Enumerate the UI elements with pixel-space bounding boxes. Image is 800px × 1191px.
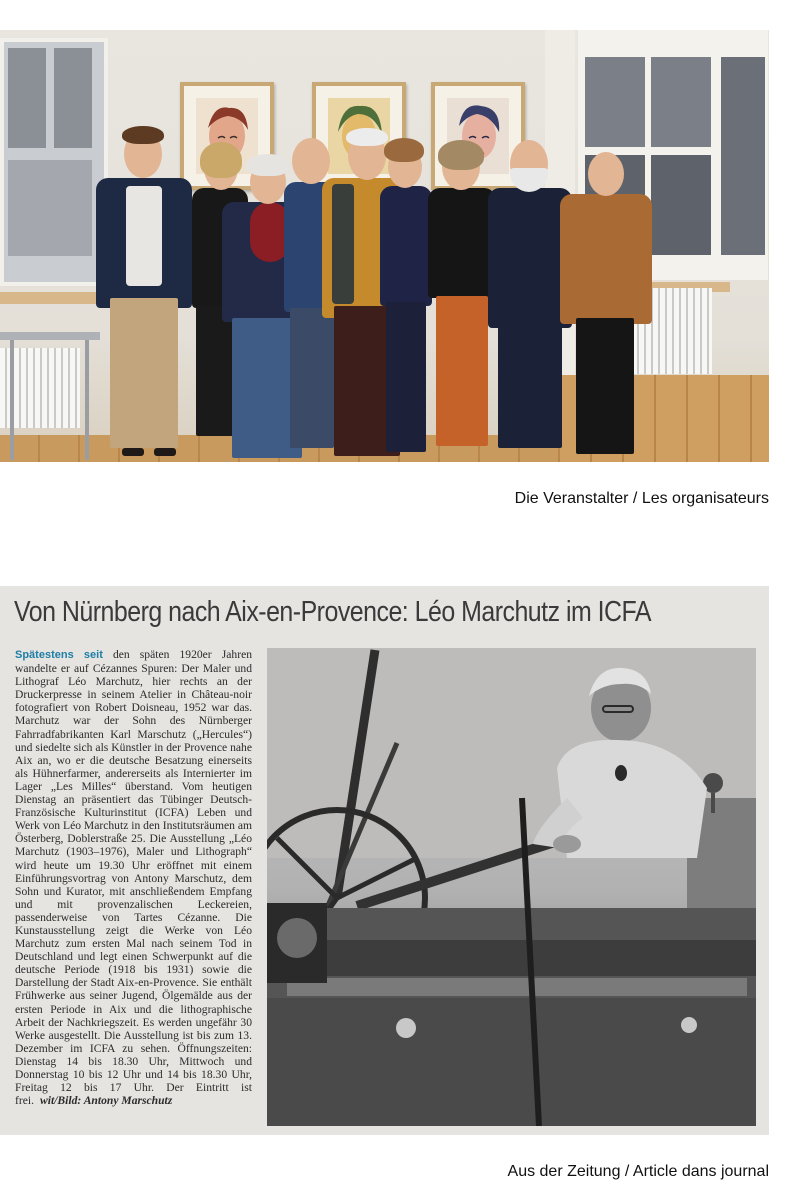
group-photo — [0, 30, 769, 462]
article-credit: wit/Bild: Antony Marschutz — [40, 1094, 173, 1108]
article-text: den späten 1920er Jahren wandelte er auf Cézannes Spuren: Der Maler und Lithograf Léo Marchutz, hier rechts an der Druckerpresse in seinem Atelier in Château-noir fotografiert von Robert Doisneau, 1952 war das. Marchutz war der Sohn des Nürnberger Fahrradfabrikanten Karl Marschutz („Hercules“) und siedelte sich als Künstler in der Provence nahe Aix an, wo er die deutsche Besatzung einerseits als Hühnerfarmer, andererseits als Internierter im Lager „Les Milles“ überstand. Vom heutigen Dienstag an präsentiert das Tübinger Deutsch-Französische Kulturinstitut (ICFA) Leben und Werk von Léo Marchutz in den Institutsräumen am Österberg, Doblerstraße 25. Die Ausstellung „Léo Marchutz (1903–1976), Maler und Lithograph“ wird heute um 19.30 Uhr eröffnet mit einem Einführungsvortrag von Antony Marschutz, dem Sohn und Kurator, mit anschließendem Empfang und mit provenzalischen Leckereien, passenderweise von Tartes Cézanne. Die Kunstausstellung zeigt die Werke von Léo Marchutz zum ersten Mal nach seinem Tod in Deutschland und legt einen Schwerpunkt auf die deutsche Periode (1918 bis 1931) sowie die Darstellung der Stadt Aix-en-Provence. Sie enthält Frühwerke aus seiner Jugend, Ölgemälde aus der ersten Periode in Aix und die lithographische Arbeit der Nachkriegszeit. Es werden ungefähr 30 Werke ausgestellt. Die Ausstellung ist bis zum 13. Dezember im ICFA zu sehen. Öffnungszeiten: Dienstag 14 bis 18.30 Uhr, Mittwoch und Donnerstag 10 bis 12 Uhr und 14 bis 18.30 Uhr, Freitag 12 bis 17 Uhr. Der Eintritt ist frei. — [15, 648, 253, 1108]
side-table — [0, 332, 100, 462]
window-sill — [0, 292, 110, 304]
person-9 — [560, 148, 652, 462]
article-photo — [267, 648, 756, 1126]
person-7 — [428, 140, 496, 462]
newspaper-clipping — [0, 586, 769, 1135]
photo-caption: Die Veranstalter / Les organisateurs — [514, 490, 769, 507]
article-headline: Von Nürnberg nach Aix-en-Provence: Léo Marchutz im ICFA — [14, 596, 652, 628]
clipping-caption: Aus der Zeitung / Article dans journal — [507, 1163, 769, 1180]
article-body — [15, 648, 252, 1128]
person-6 — [380, 142, 432, 462]
window-left — [0, 38, 108, 286]
article-lead: Spätestens seit — [15, 649, 103, 661]
printing-press-illustration — [267, 648, 756, 1126]
person-1 — [96, 126, 192, 462]
